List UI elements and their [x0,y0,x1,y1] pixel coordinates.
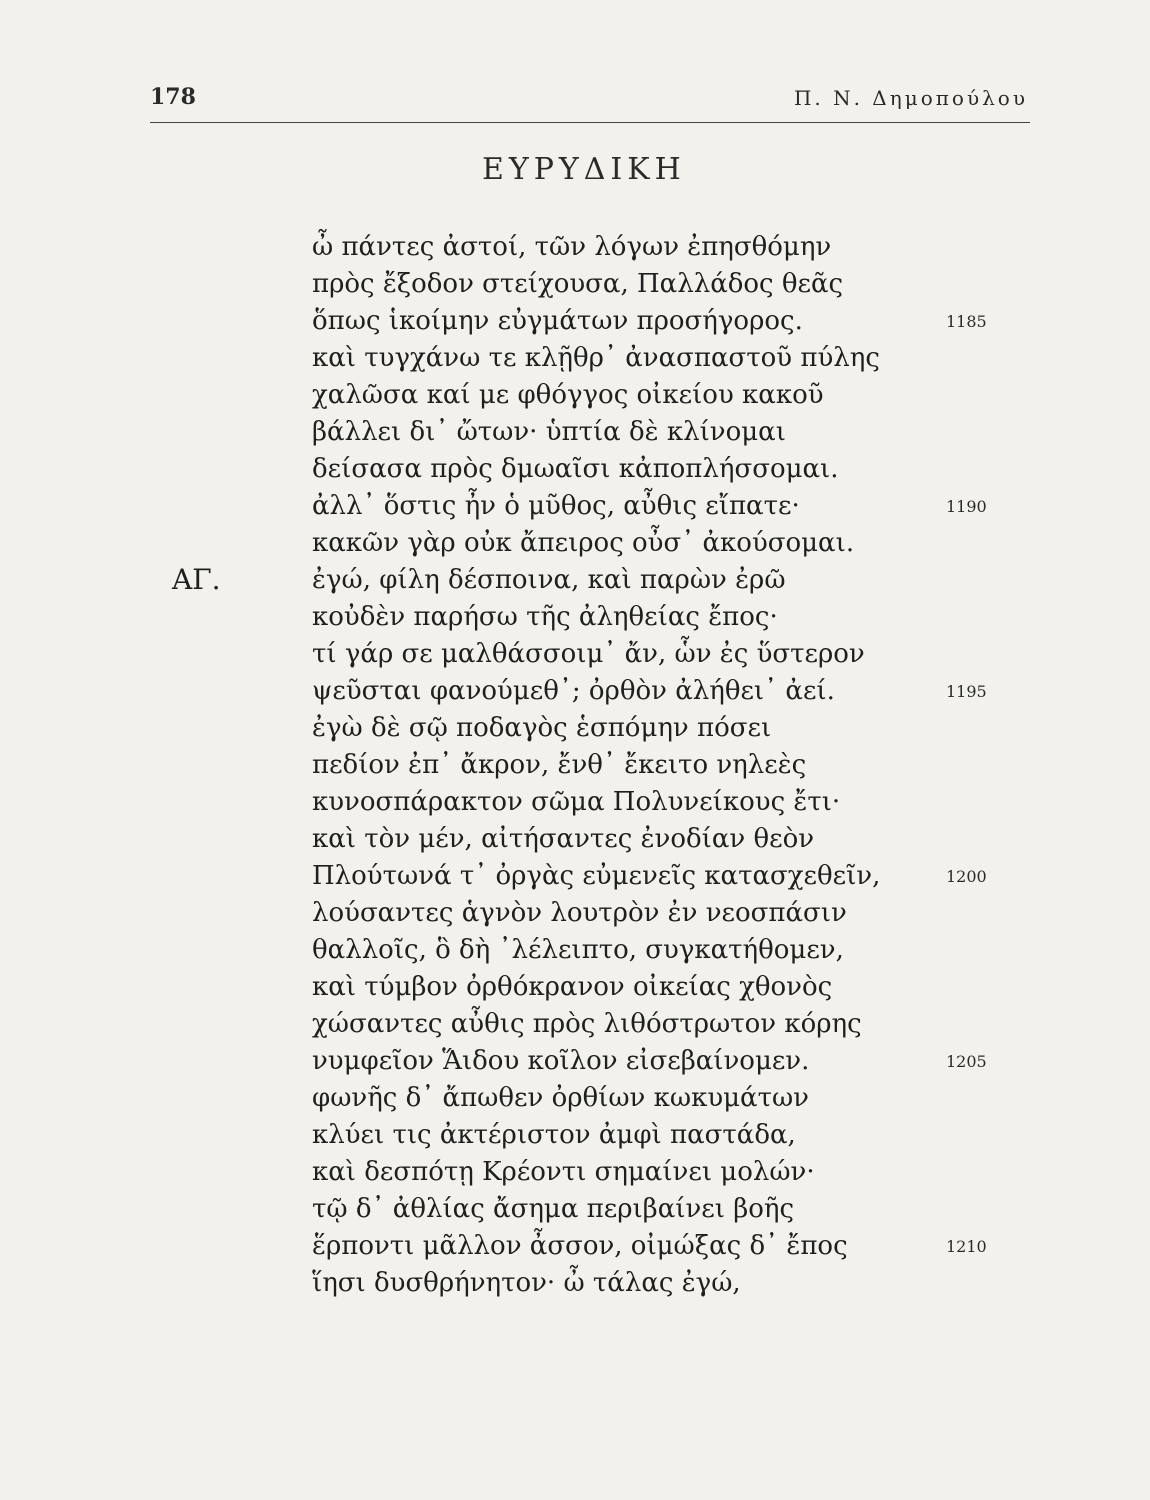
verse-text: δείσασα πρὸς δμωαῖσι κἀποπλήσσομαι. [312,454,839,484]
verse-line [0,1120,1150,1157]
verse-line [0,861,1150,898]
verse-line [0,232,1150,269]
verse-text: ἕρποντι μᾶλλον ἆσσον, οἰμώξας δ᾽ ἔπος [312,1231,848,1261]
verse-text: ὅπως ἱκοίμην εὐγμάτων προσήγορος. [312,306,803,336]
verse-line [0,898,1150,935]
verse-line [0,750,1150,787]
speaker-label: ΑΓ. [172,563,221,596]
verse-line [0,602,1150,639]
verse-line [0,269,1150,306]
verse-line [0,676,1150,713]
verse-line [0,639,1150,676]
verse-text: καὶ τυγχάνω τε κλῇθρ᾽ ἀνασπαστοῦ πύλης [312,343,880,373]
verse-line [0,306,1150,343]
verse-text: πρὸς ἔξοδον στείχουσα, Παλλάδος θεᾶς [312,269,844,299]
line-number: 1190 [946,497,987,516]
verse-text: καὶ δεσπότῃ Κρέοντι σημαίνει μολών· [312,1157,815,1187]
line-number: 1200 [946,867,987,886]
verse-line [0,380,1150,417]
line-number: 1195 [946,682,987,701]
verse-text: τί γάρ σε μαλθάσσοιμ᾽ ἄν, ὧν ἐς ὕστερον [312,639,865,669]
verse-line [0,713,1150,750]
page-number: 178 [150,84,196,110]
verse-text: κυνοσπάρακτον σῶμα Πολυνείκους ἔτι· [312,787,841,817]
page-header [150,80,1030,123]
verse-text: ἀλλ᾽ ὅστις ἦν ὁ μῦθος, αὖθις εἴπατε· [312,491,800,521]
verse-text: θαλλοῖς, ὃ δὴ ᾽λέλειπτο, συγκατήθομεν, [312,935,844,965]
verse-line [0,1009,1150,1046]
verse-line [0,1194,1150,1231]
verse-line [0,491,1150,528]
verse-text: ὦ πάντες ἀστοί, τῶν λόγων ἐπησθόμην [312,232,832,262]
verse-text: ἵησι δυσθρήνητον· ὦ τάλας ἐγώ, [312,1268,741,1298]
verse-text: καὶ τύμβον ὀρθόκρανον οἰκείας χθονὸς [312,972,833,1002]
verse-line [0,528,1150,565]
running-head: Π. Ν. Δημοπούλου [793,86,1028,110]
verse-line [0,1046,1150,1083]
verse-line [0,565,1150,602]
line-number: 1205 [946,1052,987,1071]
verse-text: χώσαντες αὖθις πρὸς λιθόστρωτον κόρης [312,1009,862,1039]
verse-lines [0,232,1150,1305]
speaker-heading: ΕΥΡΥΔΙΚΗ [482,152,686,187]
line-number: 1185 [946,312,987,331]
verse-text: Πλούτωνά τ᾽ ὀργὰς εὐμενεῖς κατασχεθεῖν, [312,861,881,891]
verse-line [0,1231,1150,1268]
verse-line [0,454,1150,491]
verse-text: κοὐδὲν παρήσω τῆς ἀληθείας ἔπος· [312,602,778,632]
verse-text: φωνῆς δ᾽ ἄπωθεν ὀρθίων κωκυμάτων [312,1083,809,1113]
line-number: 1210 [946,1237,987,1256]
verse-line [0,824,1150,861]
verse-text: πεδίον ἐπ᾽ ἄκρον, ἔνθ᾽ ἔκειτο νηλεὲς [312,750,807,780]
verse-text: ἐγὼ δὲ σῷ ποδαγὸς ἑσπόμην πόσει [312,713,772,743]
verse-text: κακῶν γὰρ οὐκ ἄπειρος οὖσ᾽ ἀκούσομαι. [312,528,855,558]
verse-line [0,935,1150,972]
verse-text: βάλλει δι᾽ ὤτων· ὑπτία δὲ κλίνομαι [312,417,786,447]
verse-text: κλύει τις ἀκτέριστον ἀμφὶ παστάδα, [312,1120,796,1150]
verse-line [0,1157,1150,1194]
verse-line [0,1268,1150,1305]
verse-line [0,787,1150,824]
verse-text: χαλῶσα καί με φθόγγος οἰκείου κακοῦ [312,380,824,410]
verse-text: τῷ δ᾽ ἀθλίας ἄσημα περιβαίνει βοῆς [312,1194,795,1224]
verse-text: ψεῦσται φανούμεθ᾽; ὀρθὸν ἀλήθει᾽ ἀεί. [312,676,835,706]
verse-line [0,417,1150,454]
verse-text: νυμφεῖον Ἅιδου κοῖλον εἰσεβαίνομεν. [312,1046,810,1076]
verse-text: καὶ τὸν μέν, αἰτήσαντες ἐνοδίαν θεὸν [312,824,815,854]
verse-line [0,972,1150,1009]
verse-text: λούσαντες ἁγνὸν λουτρὸν ἐν νεοσπάσιν [312,898,847,928]
verse-line [0,343,1150,380]
verse-text: ἐγώ, φίλη δέσποινα, καὶ παρὼν ἐρῶ [312,565,786,595]
verse-line [0,1083,1150,1120]
